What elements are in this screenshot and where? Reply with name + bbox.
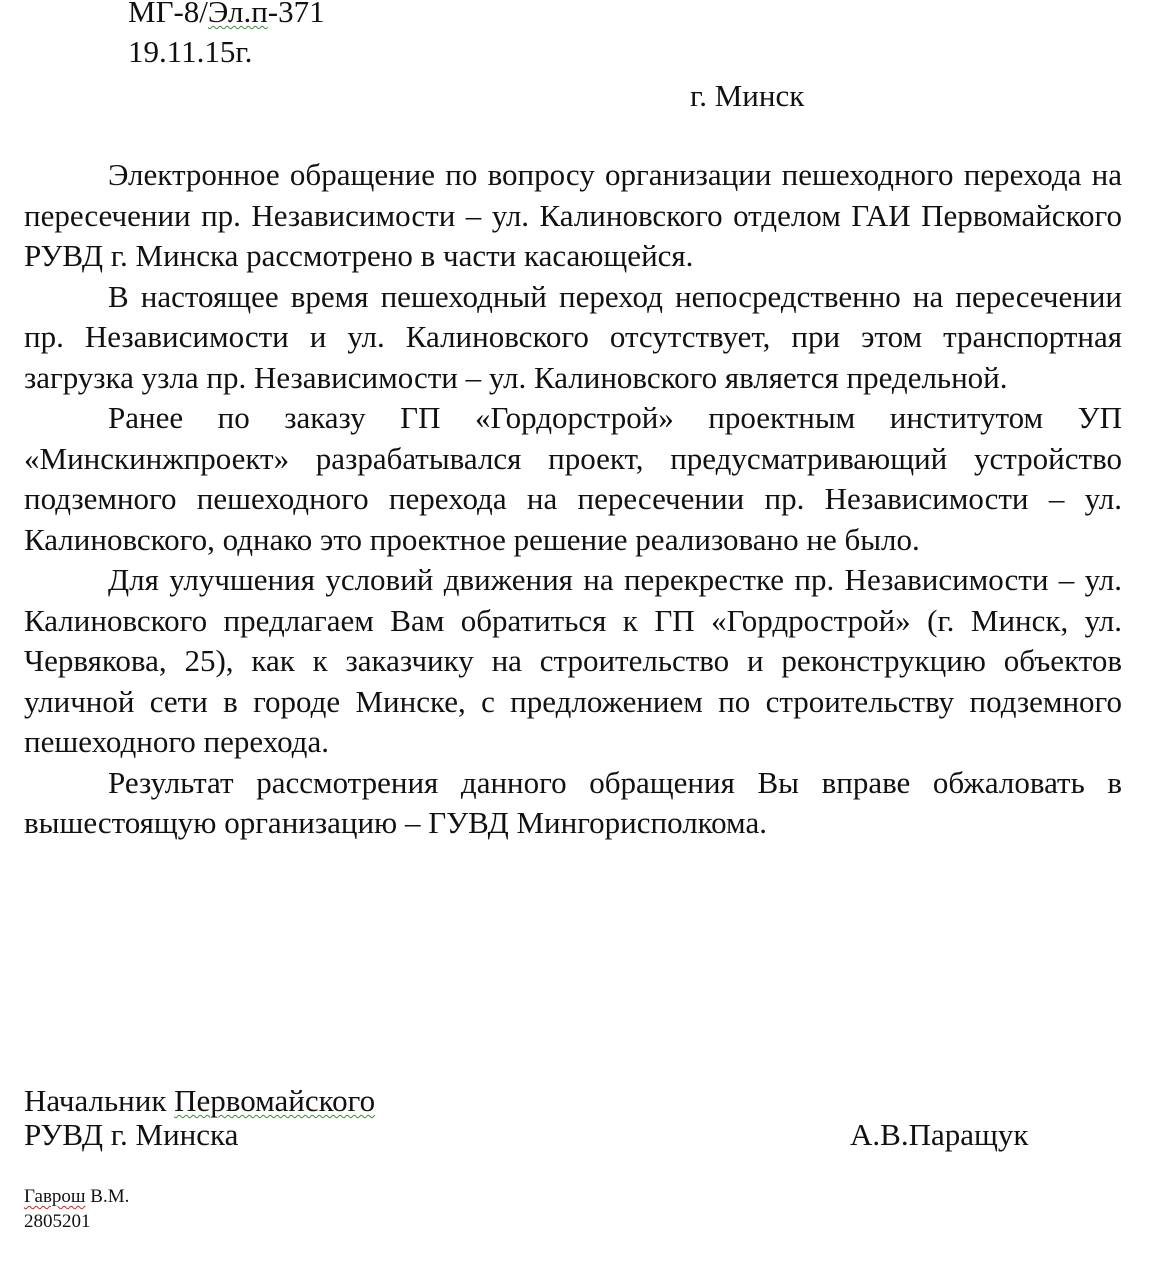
- signer-title-line2: РУВД г. Минска: [24, 1117, 239, 1152]
- letter-body: [24, 155, 1122, 844]
- executor-info: [24, 1184, 129, 1234]
- body-paragraph: Для улучшения условий движения на перекрестке пр. Независимости – ул. Калиновского предлагаем Вам обратиться к ГП «Гордрострой» (г. Минск, ул. Червякова, 25), как к заказчику на строительство и реконструкцию объектов уличной сети в городе Минске, с предложением по строительству подземного пешеходного перехода.: [24, 562, 1122, 759]
- body-paragraph: Ранее по заказу ГП «Гордорстрой» проектным институтом УП «Минскинжпроект» разрабатывался проект, предусматривающий устройство подземного пешеходного перехода на пересечении пр. Независимости – ул. Калиновского, однако это проектное решение реализовано не было.: [24, 400, 1122, 557]
- body-paragraph: Результат рассмотрения данного обращения Вы вправе обжаловать в вышестоящую организацию – ГУВД Мингорисполкома.: [24, 764, 1122, 840]
- executor-initials: В.М.: [90, 1186, 130, 1207]
- reference-suffix: Эл.п: [207, 0, 268, 29]
- signer-title-line1: [24, 1084, 1122, 1118]
- executor-surname: Гаврош: [24, 1186, 86, 1207]
- letter-date: 19.11.15г.: [128, 34, 253, 69]
- reference-number: [128, 0, 325, 32]
- signer-name: А.В.Паращук: [850, 1117, 1029, 1152]
- signature-block: [24, 1084, 1122, 1152]
- executor-phone: 2805201: [24, 1211, 91, 1232]
- letter-city: г. Минск: [690, 78, 805, 113]
- body-paragraph: В настоящее время пешеходный переход непосредственно на пересечении пр. Независимости и ул. Калиновского отсутствует, при этом транспортная загрузка узла пр. Независимости – ул. Калиновского является предельной.: [24, 278, 1122, 395]
- signer-title-word: Начальник: [24, 1083, 167, 1118]
- letter-header-reference: [128, 0, 325, 72]
- reference-digits: -371: [267, 0, 325, 29]
- body-paragraph: Электронное обращение по вопросу организации пешеходного перехода на пересечении пр. Независимости – ул. Калиновского отделом ГАИ Первомайского РУВД г. Минска рассмотрено в части касающейся.: [24, 157, 1122, 273]
- reference-prefix: МГ-8/: [128, 0, 208, 29]
- executor-name: [24, 1184, 129, 1209]
- signer-title-district: Первомайского: [174, 1083, 376, 1118]
